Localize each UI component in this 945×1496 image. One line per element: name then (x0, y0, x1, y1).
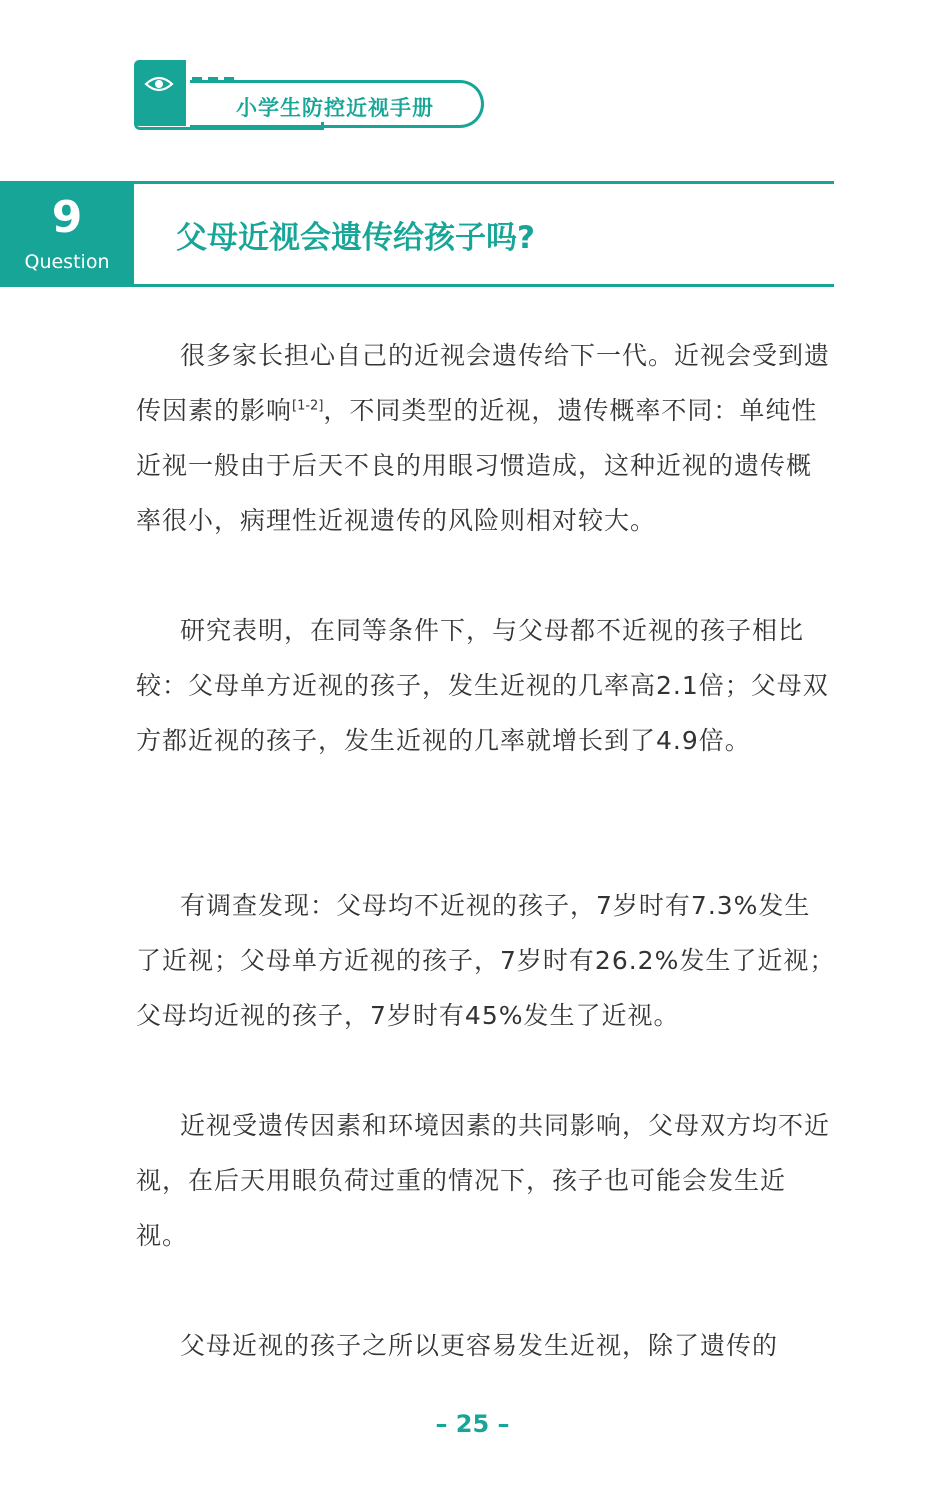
eye-icon (144, 74, 174, 94)
body-paragraph: 近视受遗传因素和环境因素的共同影响，父母双方均不近视，在后天用眼负荷过重的情况下，孩子也可能会发生近视。 (136, 1111, 831, 1250)
header-badge (132, 58, 488, 134)
paragraph-text: ，不同类型的近视，遗传概率不同：单纯性近视一般由于后天不良的用眼习惯造成，这种近视的遗传概率很小，病理性近视遗传的风险则相对较大。 (136, 396, 818, 535)
question-banner-bottom-rule (134, 284, 834, 287)
header-dash (192, 77, 202, 80)
reference-superscript: [1-2] (292, 398, 324, 414)
header-dash (224, 77, 234, 80)
question-number-box (0, 184, 134, 287)
page-number: – 25 – (435, 1410, 510, 1438)
body-paragraph (136, 328, 836, 548)
header-title: 小学生防控近视手册 (236, 96, 434, 120)
paragraph-text: 很多家长担心自己的近视会遗传给下一代。近视会受到遗传因素的影响 (136, 341, 831, 425)
question-title: 父母近视会遗传给孩子吗? (176, 220, 535, 256)
question-label: Question (24, 251, 110, 273)
question-number: 9 (51, 192, 83, 243)
body-paragraph: 父母近视的孩子之所以更容易发生近视，除了遗传的 (180, 1331, 779, 1360)
body-paragraph: 有调查发现：父母均不近视的孩子，7岁时有7.3%发生了近视；父母单方近视的孩子，7岁时有26.2%发生了近视；父母均近视的孩子，7岁时有45%发生了近视。 (136, 891, 836, 1030)
header-dash (208, 77, 218, 80)
body-paragraph: 研究表明，在同等条件下，与父母都不近视的孩子相比较：父母单方近视的孩子，发生近视的几率高2.1倍；父母双方都近视的孩子，发生近视的几率就增长到了4.9倍。 (136, 616, 829, 755)
